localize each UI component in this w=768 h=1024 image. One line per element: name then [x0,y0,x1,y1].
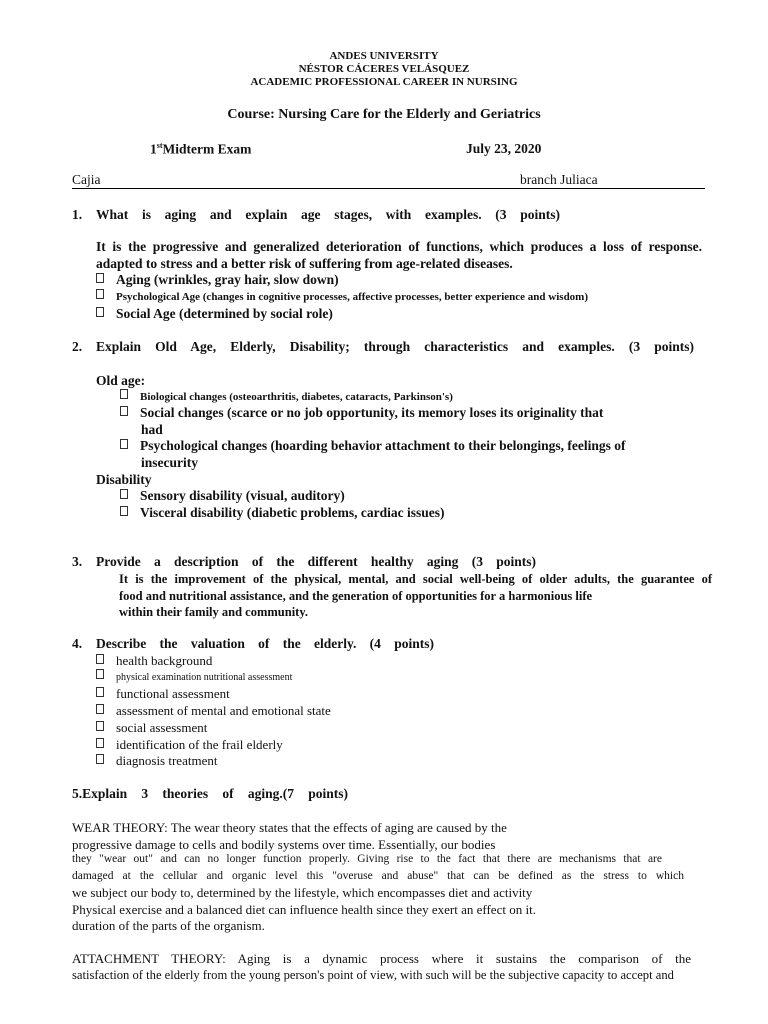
checkbox-icon [120,439,128,449]
wear-theory-line-5: we subject our body to, determined by the lifestyle, which encompasses diet and activity [72,885,533,900]
list-item: social assessment [96,720,207,736]
checkbox-icon [96,687,104,697]
list-item: identification of the frail elderly [96,737,283,753]
wear-theory-line-4: damaged at the cellular and organic level this "overuse and abuse" that can be defined as the stress to which [72,870,684,882]
wear-theory-line-3: they "wear out" and can no longer function properly. Giving rise to the fact that there are mechanisms that are [72,853,662,865]
course-title: Course: Nursing Care for the Elderly and Geriatrics [227,107,541,122]
question-3-title: Provide a description of the different healthy aging (3 points) [96,554,536,569]
checkbox-icon [96,289,104,299]
wear-theory-line-6: Physical exercise and a balanced diet can influence health since they exert an effect on it. [72,902,536,917]
checkbox-icon [120,406,128,416]
wear-theory-line-2: progressive damage to cells and bodily systems over time. Essentially, our bodies [72,837,496,852]
university-name: ANDES UNIVERSITY [329,50,439,62]
checkbox-icon [120,489,128,499]
checkbox-icon [96,704,104,714]
question-3-answer-line-2: food and nutritional assistance, and the generation of opportunities for a harmonious life [119,589,593,603]
question-3-number: 3. [72,554,83,569]
question-2-title: Explain Old Age, Elderly, Disability; through characteristics and examples. (3 points) [96,339,694,354]
checkbox-icon [96,669,104,679]
checkbox-icon [120,506,128,516]
wear-theory-line-7: duration of the parts of the organism. [72,918,265,933]
list-item: Biological changes (osteoarthritis, diabetes, cataracts, Parkinson's) [120,389,453,405]
question-2-heading [0,339,768,357]
list-item: functional assessment [96,686,230,702]
old-age-label: Old age: [96,373,146,388]
question-3-heading [0,554,768,572]
list-item: Sensory disability (visual, auditory) [120,488,345,504]
exam-ordinal: st [156,141,163,150]
list-item: Social Age (determined by social role) [96,306,333,322]
list-item-continuation: had [141,422,163,437]
checkbox-icon [96,307,104,317]
list-item: Aging (wrinkles, gray hair, slow down) [96,272,339,288]
checkbox-icon [96,721,104,731]
university-person-name: NÉSTOR CÁCERES VELÁSQUEZ [298,63,470,75]
program-name: ACADEMIC PROFESSIONAL CAREER IN NURSING [250,76,518,88]
list-item: Visceral disability (diabetic problems, cardiac issues) [120,505,445,521]
question-4-number: 4. [72,636,83,651]
branch-name: branch Juliaca [520,172,598,187]
question-5-title: 5.Explain 3 theories of aging.(7 points) [72,786,348,801]
question-3-answer-line-1: It is the improvement of the physical, mental, and social well-being of older adults, the guarantee of [119,572,712,586]
attachment-theory-line-1: ATTACHMENT THEORY: Aging is a dynamic process where it sustains the comparison of the [72,951,691,966]
checkbox-icon [96,754,104,764]
question-1-answer-line-1: It is the progressive and generalized deterioration of functions, which produces a loss of response. [96,239,702,254]
question-5-heading [0,786,768,804]
exam-number: 1 [150,141,157,157]
exam-date: July 23, 2020 [466,141,542,156]
checkbox-icon [96,654,104,664]
list-item-continuation: insecurity [141,455,198,470]
question-2-number: 2. [72,339,83,354]
exam-title [150,141,251,158]
list-item: Social changes (scarce or no job opportunity, its memory loses its originality that [120,405,603,421]
wear-theory-line-1: WEAR THEORY: The wear theory states that the effects of aging are caused by the [72,820,507,835]
list-item: health background [96,653,212,669]
question-4-title: Describe the valuation of the elderly. (4 points) [96,636,434,651]
question-1-heading [0,207,768,225]
exam-label: Midterm Exam [162,141,252,157]
list-item: Psychological Age (changes in cognitive processes, affective processes, better experience and wisdom) [96,289,588,305]
list-item: assessment of mental and emotional state [96,703,331,719]
list-item: Psychological changes (hoarding behavior attachment to their belongings, feelings of [120,438,626,454]
question-3-answer-line-3: within their family and community. [119,605,309,619]
question-4-heading [0,636,768,654]
checkbox-icon [96,273,104,283]
checkbox-icon [120,389,128,399]
question-1-number: 1. [72,207,83,222]
student-name: Cajia [72,172,101,187]
checkbox-icon [96,738,104,748]
question-1-answer-line-2: adapted to stress and a better risk of suffering from age-related diseases. [96,256,513,271]
question-1-title: What is aging and explain age stages, with examples. (3 points) [96,207,560,222]
attachment-theory-line-2: satisfaction of the elderly from the young person's point of view, with such will be the subjective capacity to accept and [72,968,674,982]
disability-label: Disability [96,472,152,487]
list-item: diagnosis treatment [96,753,217,769]
header-divider [72,188,705,189]
list-item: physical examination nutritional assessment [96,669,292,686]
